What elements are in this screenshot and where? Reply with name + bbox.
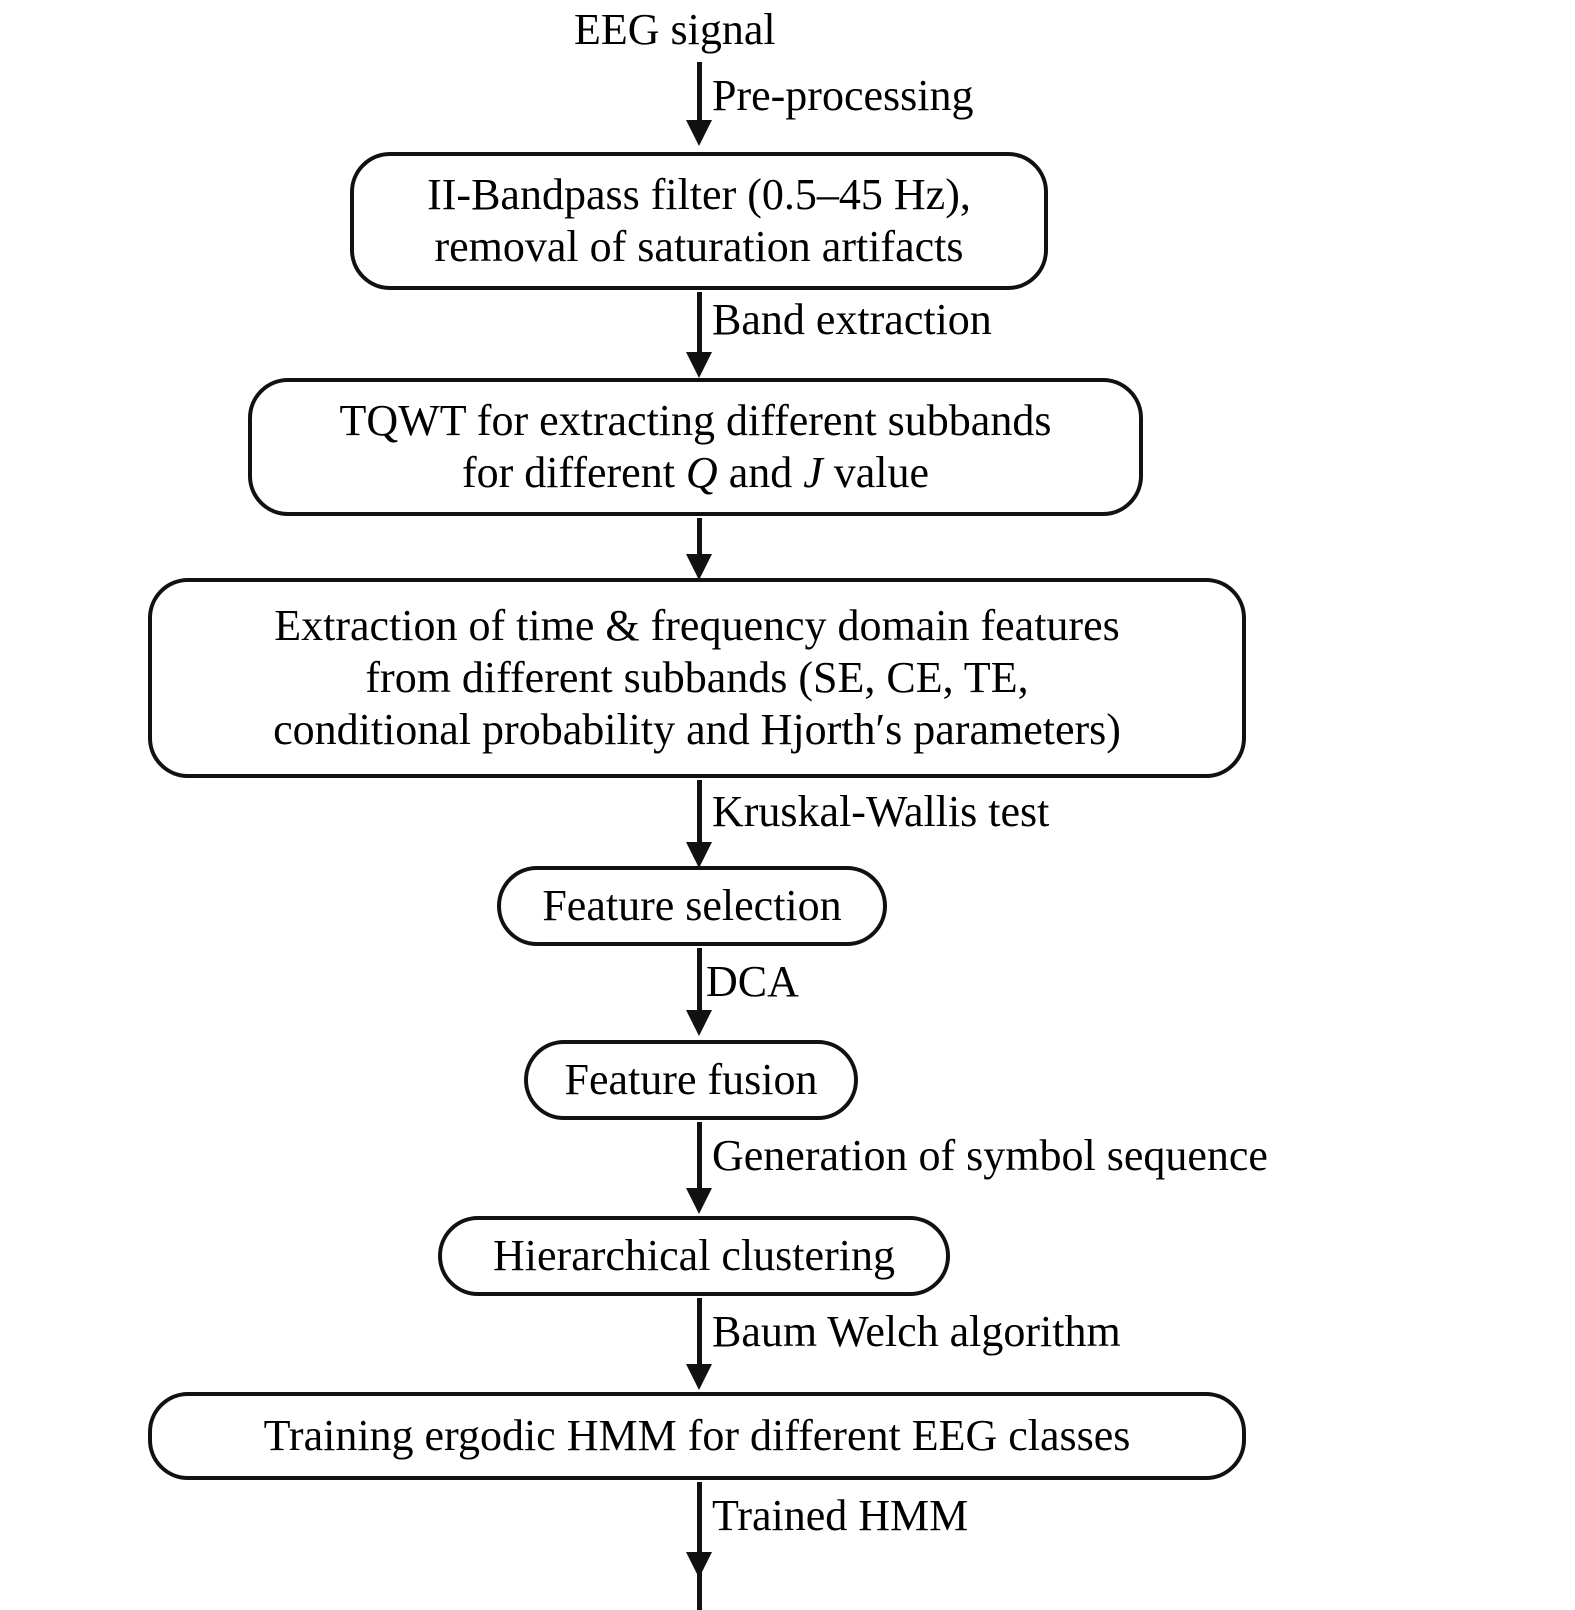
node-hierarchical-clustering-label: Hierarchical clustering [493, 1231, 895, 1281]
node-tqwt [248, 378, 1143, 516]
node-feature-fusion [524, 1040, 858, 1120]
node-feature-selection-label: Feature selection [542, 881, 842, 931]
node-bandpass-filter [350, 152, 1048, 290]
edge-label-symbol-sequence: Generation of symbol sequence [712, 1131, 1268, 1180]
node-tqwt-line1: TQWT for extracting different subbands [339, 396, 1052, 446]
node-tqwt-line2-pre: for different [461, 448, 686, 497]
node-tqwt-line2-post: value [822, 448, 930, 497]
edge-label-dca: DCA [706, 957, 799, 1006]
node-tqwt-param-j: J [803, 448, 823, 497]
node-feature-selection [497, 866, 887, 946]
node-tqwt-line2-mid: and [717, 448, 804, 497]
node-training-hmm [148, 1392, 1246, 1480]
node-feature-fusion-label: Feature fusion [564, 1055, 818, 1105]
node-feature-extraction-line2: from different subbands (SE, CE, TE, [365, 653, 1029, 703]
edge-label-kruskal-wallis: Kruskal-Wallis test [712, 787, 1050, 836]
node-training-hmm-label: Training ergodic HMM for different EEG classes [263, 1411, 1131, 1461]
node-hierarchical-clustering [438, 1216, 950, 1296]
edge-label-pre-processing: Pre-processing [712, 71, 974, 120]
node-tqwt-param-q: Q [685, 448, 718, 497]
node-feature-extraction-line1: Extraction of time & frequency domain features [274, 601, 1120, 651]
node-bandpass-filter-line2: removal of saturation artifacts [434, 222, 964, 271]
edge-label-baum-welch: Baum Welch algorithm [712, 1307, 1121, 1356]
node-feature-extraction [148, 578, 1246, 778]
node-bandpass-filter-line1: II-Bandpass filter (0.5–45 Hz), [427, 170, 971, 220]
entry-label: EEG signal [574, 5, 776, 54]
node-feature-extraction-line3: conditional probability and Hjorth′s parameters) [273, 704, 1121, 754]
edge-label-band-extraction: Band extraction [712, 295, 992, 344]
edge-label-trained-hmm: Trained HMM [712, 1491, 969, 1540]
node-tqwt-line2 [462, 447, 929, 499]
